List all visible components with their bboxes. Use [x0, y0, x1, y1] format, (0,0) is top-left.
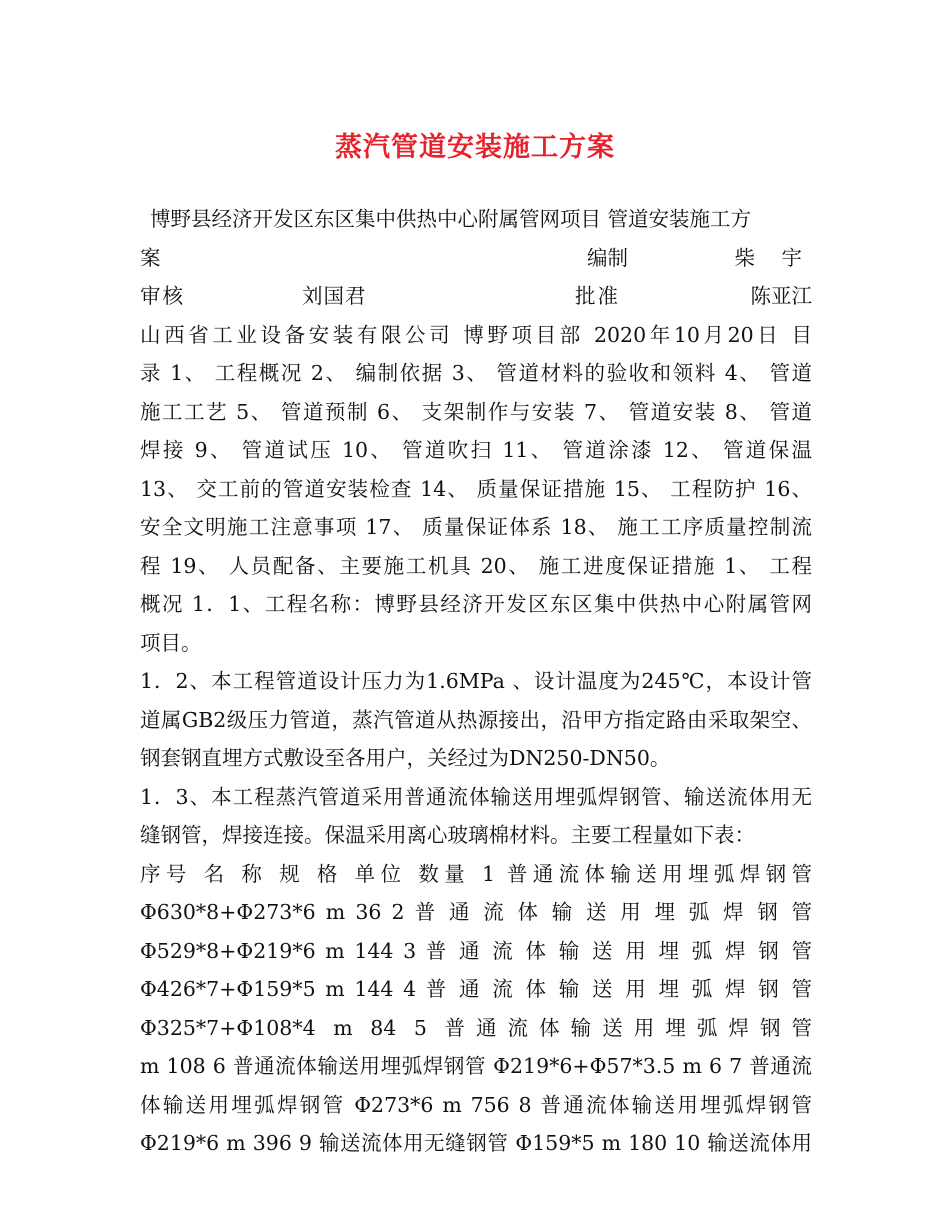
text-line: Φ325*7+Φ108*4 m 84 5 普通流体输送用埋弧焊钢管 [140, 1015, 812, 1040]
text-line: 程 19、 人员配备、主要施工机具 20、 施工进度保证措施 1、 工程 [140, 553, 812, 578]
text-line: 山西省工业设备安装有限公司 博野项目部 2020年10月20日 目 [140, 322, 812, 347]
text-line: 博野县经济开发区东区集中供热中心附属管网项目 管道安装施工方 [150, 207, 752, 231]
text-line: 缝钢管，焊接连接。保温采用离心玻璃棉材料。主要工程量如下表： [140, 823, 755, 847]
text-line: Φ630*8+Φ273*6 m 36 2 普 通 流 体 输 送 用 埋 弧 焊 钢 管 [140, 900, 812, 924]
text-line: m 108 6 普通流体输送用埋弧焊钢管 Φ219*6+Φ57*3.5 m 6 7 普通流 [140, 1054, 812, 1078]
compiler-name: 柴 宇 [734, 245, 812, 270]
text-line: 序号 名 称 规 格 单位 数量 1 普通流体输送用埋弧焊钢管 [140, 861, 812, 886]
document-body [140, 200, 812, 1163]
text-line: 13、 交工前的管道安装检查 14、 质量保证措施 15、 工程防护 16、 [140, 476, 812, 501]
text-line: Φ219*6 m 396 9 输送流体用无缝钢管 Φ159*5 m 180 10 输送流体用 [140, 1131, 812, 1155]
text-line: 焊接 9、 管道试压 10、 管道吹扫 11、 管道涂漆 12、 管道保温 [140, 438, 812, 462]
text-line: 1．3、本工程蒸汽管道采用普通流体输送用埋弧焊钢管、输送流体用无 [140, 784, 812, 809]
text-line: 案 [140, 245, 161, 270]
text-line: 概况 1．1、工程名称：博野县经济开发区东区集中供热中心附属管网 [140, 592, 812, 616]
approver-label: 批准 [575, 284, 620, 308]
text-line: 录 1、 工程概况 2、 编制依据 3、 管道材料的验收和领料 4、 管道 [140, 361, 812, 385]
compiler-row [140, 239, 812, 278]
text-line: 道属GB2级压力管道，蒸汽管道从热源接出，沿甲方指定路由采取架空、 [140, 707, 812, 732]
text-line: 体输送用埋弧焊钢管 Φ273*6 m 756 8 普通流体输送用埋弧焊钢管 [140, 1092, 812, 1117]
text-line: Φ426*7+Φ159*5 m 144 4 普 通 流 体 输 送 用 埋 弧 焊 钢 管 [140, 977, 812, 1001]
text-line: 项目。 [140, 630, 202, 655]
approver-name: 陈亚江 [750, 284, 812, 308]
text-line: Φ529*8+Φ219*6 m 144 3 普 通 流 体 输 送 用 埋 弧 焊 钢 管 [140, 938, 812, 963]
document-title: 蒸汽管道安装施工方案 [335, 132, 615, 163]
text-line: 施工工艺 5、 管道预制 6、 支架制作与安装 7、 管道安装 8、 管道 [140, 399, 812, 424]
compiler-label: 编制 [587, 245, 628, 270]
text-line: 钢套钢直埋方式敷设至各用户，关经过为DN250-DN50。 [140, 746, 671, 770]
text-line: 安全文明施工注意事项 17、 质量保证体系 18、 施工工序质量控制流 [140, 515, 812, 539]
review-row [140, 277, 812, 316]
reviewer-name: 刘国君 [302, 284, 367, 308]
reviewer-label: 审核 [140, 284, 185, 308]
text-line: 1．2、本工程管道设计压力为1.6MPa 、设计温度为245℃，本设计管 [140, 669, 812, 693]
